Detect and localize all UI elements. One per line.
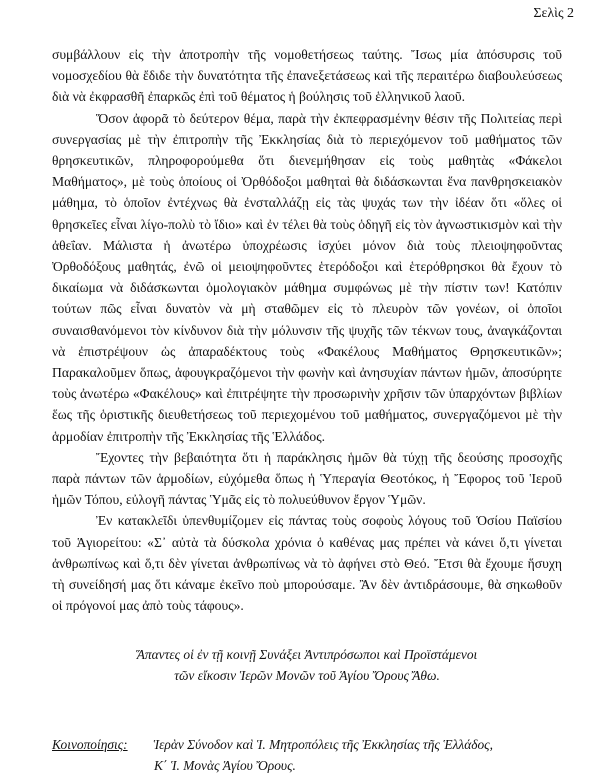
paragraph-4: Ἐν κατακλεῖδι ὑπενθυμίζομεν εἰς πάντας τοὺς σοφοὺς λόγους τοῦ Ὁσίου Παϊσίου τοῦ Ἁγιορείτου: «Σ᾽ αὐτὰ τὰ δύσκολα χρόνια ὁ καθένας μας πρέπει νὰ κάνει ὅ,τι γίνεται ἀνθρωπίνως καὶ ὅ,τι δὲν γίνεται ἀνθρωπίνως νὰ τὸ ἀφήνει στὸ Θεό. Ἔτσι θὰ ἔχουμε ἥσυχη τὴ συνείδησή μας ὅτι κάναμε ἐκεῖνο ποὺ μπορούσαμε. Ἂν δὲν ἀντιδράσουμε, θὰ σηκωθοῦν οἱ πρόγονοί μας ἀπὸ τοὺς τάφους». — [52, 513, 562, 614]
cc-recipients-1: Ἱερὰν Σύνοδον καὶ Ἱ. Μητροπόλεις τῆς Ἐκκλησίας τῆς Ἑλλάδος, — [153, 737, 493, 752]
signature-block — [52, 644, 562, 686]
page-number: Σελὶς 2 — [533, 6, 574, 21]
cc-block — [52, 734, 572, 776]
cc-line-1 — [52, 734, 572, 755]
letter-body — [52, 44, 562, 616]
cc-recipients-2: Κ΄ Ἱ. Μονὰς Ἁγίου Ὄρους. — [154, 758, 296, 773]
signature-line-1: Ἅπαντες οἱ ἐν τῇ κοινῇ Συνάξει Ἀντιπρόσωποι καὶ Προϊστάμενοι — [136, 647, 478, 662]
paragraph-3: Ἔχοντες τὴν βεβαιότητα ὅτι ἡ παράκλησις ἡμῶν θὰ τύχῃ τῆς δεούσης προσοχῆς παρὰ πάντων τῶν ἁρμοδίων, εὐχόμεθα ὅπως ἡ Ὑπεραγία Θεοτόκος, ἡ Ἔφορος τοῦ Ἱεροῦ ἡμῶν Τόπου, εὐλογῆ πάντας Ὑμᾶς εἰς τὸ πολυεύθυνον ἔργον Ὑμῶν. — [52, 449, 562, 508]
signature-line-2: τῶν εἴκοσιν Ἱερῶν Μονῶν τοῦ Ἁγίου Ὄρους Ἄθω. — [174, 668, 440, 683]
paragraph-1: συμβάλλουν εἰς τὴν ἀποτροπὴν τῆς νομοθετήσεως ταύτης. Ἴσως μία ἀπόσυρσις τοῦ νομοσχεδίου θὰ ἔδιδε τὴν δυνατότητα τῆς ἐπανεξετάσεως καὶ τῆς περαιτέρω διαβουλεύσεως διὰ νὰ ἐκφρασθῆ ἐπαρκῶς ἐπὶ τοῦ θέματος ἡ βούλησις τοῦ ἑλληνικοῦ λαοῦ. — [52, 47, 562, 105]
cc-label: Κοινοποίησις: — [52, 737, 128, 752]
paragraph-2: Ὅσον ἀφορᾶ τὸ δεύτερον θέμα, παρὰ τὴν ἐκπεφρασμένην θέσιν τῆς Πολιτείας περὶ συνεργασίας μὲ τὴν ἐπιτροπὴν τῆς Ἐκκλησίας διὰ τὸ περιεχόμενον τοῦ μαθήματος τῶν θρησκευτικῶν, πληροφορούμεθα ὅτι διενεμήθησαν εἰς τοὺς μαθητὰς «Φάκελοι Μαθήματος», μὲ τοὺς ὁποίους οἱ Ὀρθόδοξοι μαθηταὶ θὰ διδάσκωνται ἕνα πανθρησκειακὸν μάθημα, τὸ ὁποῖον ἐντέχνως θὰ ἐνσταλλάζῃ εἰς τὰς ψυχάς των τὴν ἰδέαν ὅτι «ὅλες οἱ θρησκεῖες εἶναι λίγο-πολὺ τὸ ἴδιο» καὶ ἐν τέλει θὰ τοὺς ὁδηγῆ εἰς τὸν ἀγνωστικισμὸν καὶ τὴν ἀθεΐαν. Μάλιστα ἡ ἀνωτέρω ὑποχρέωσις ἰσχύει μόνον διὰ τοὺς πλειοψηφοῦντας Ὀρθοδόξους μαθητάς, ἐνῶ οἱ μειοψηφοῦντες ἑτερόδοξοι καὶ ἑτερόθρησκοι θὰ ἔχουν τὸ δικαίωμα νὰ διδάσκωνται ὁμολογιακὸν μάθημα συμφώνως μὲ τὴν πίστιν των! Κατόπιν τούτων πῶς εἶναι δυνατὸν νὰ μὴ σταθῶμεν εἰς τὸ πλευρὸν τῶν γονέων, οἱ ὁποῖοι συναισθανόμενοι τὸν κίνδυνον διὰ τὴν μόλυνσιν τῆς ψυχῆς τῶν τέκνων τους, ἀναγκάζονται νὰ ἐπιστρέψουν ὡς ἀπαραδέκτους τοὺς «Φακέλους Μαθήματος Θρησκευτικῶν»; Παρακαλοῦμεν ὅπως, ἀφουγκραζόμενοι τὴν φωνὴν καὶ ἀνησυχίαν πάντων ἡμῶν, ἀποσύρητε τοὺς ἀνωτέρω «Φακέλους» καὶ ἐπιτρέψητε τὴν προσωρινὴν χρῆσιν τῶν ὑπαρχόντων βιβλίων ἕως τῆς ὁριστικῆς διευθετήσεως τοῦ περιεχομένου τοῦ μαθήματος, συνεργαζόμενοι μὲ τὴν ἁρμοδίαν ἐπιτροπὴν τῆς Ἐκκλησίας τῆς Ἑλλάδος. — [52, 110, 562, 444]
